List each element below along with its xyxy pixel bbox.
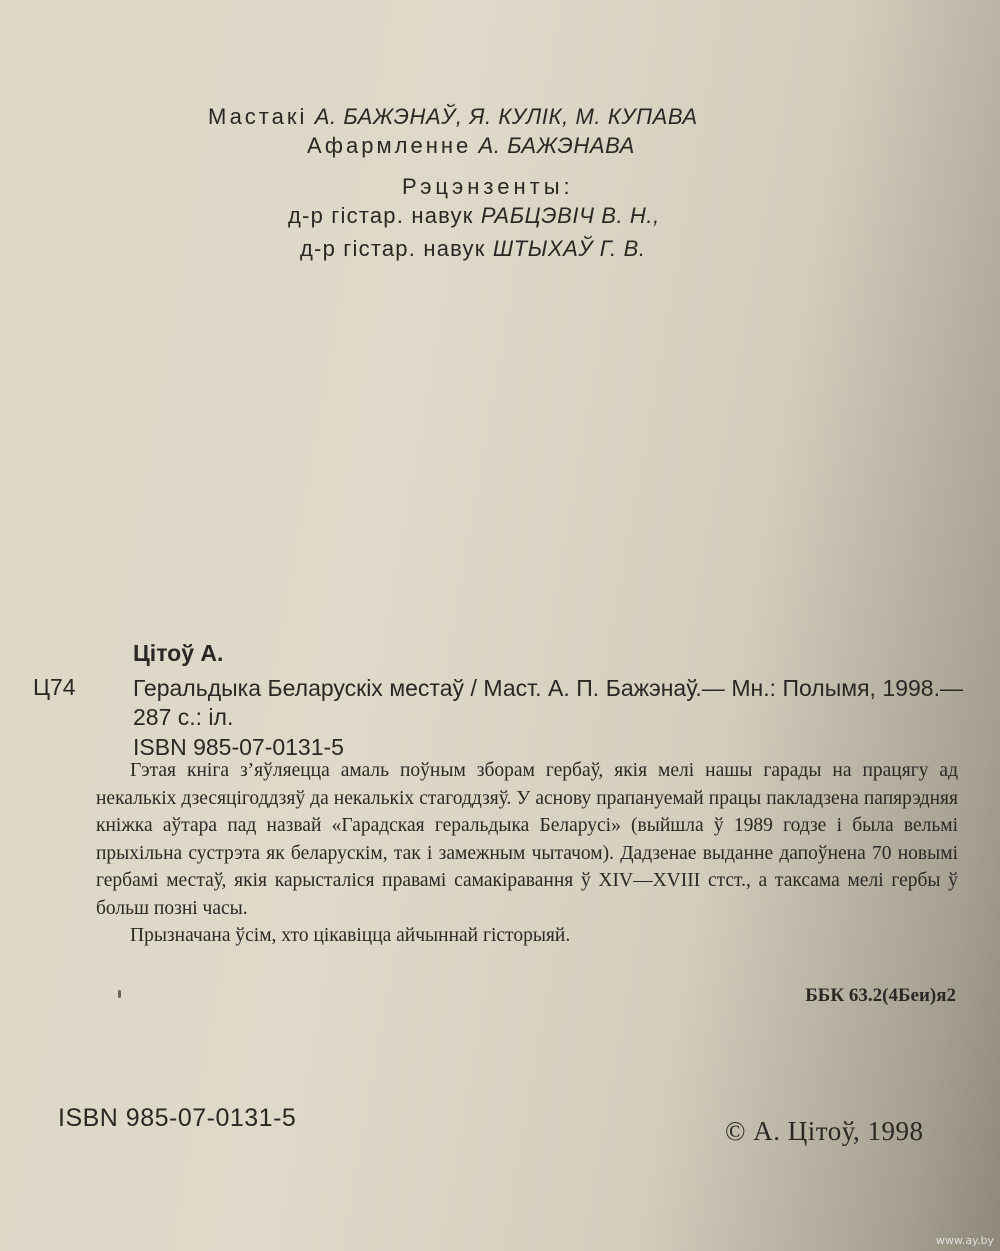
reviewer-line	[288, 203, 660, 229]
reviewer-line	[300, 236, 646, 262]
reviewer-title: д-р гістар. навук	[288, 203, 474, 228]
bibliographic-description: Геральдыка Беларускіх местаў / Маст. А. П. Бажэнаў.— Мн.: Полымя, 1998.—287 с.: іл.	[133, 675, 963, 730]
design-label: Афармленне	[307, 133, 472, 158]
design-name: А. БАЖЭНАВА	[478, 133, 635, 158]
reviewer-title: д-р гістар. навук	[300, 236, 486, 261]
site-watermark: www.ay.by	[935, 1234, 994, 1247]
bbk-code: ББК 63.2(4Беи)я2	[805, 985, 956, 1006]
artists-line	[208, 104, 698, 130]
paper-mark	[118, 990, 121, 998]
annotation	[96, 757, 958, 950]
copyright-notice: © А. Цітоў, 1998	[725, 1116, 924, 1146]
reviewer-name: РАБЦЭВІЧ В. Н.,	[480, 203, 660, 228]
artists-label: Мастакі	[208, 104, 308, 129]
classification-code: Ц74	[33, 674, 76, 700]
catalog-isbn: ISBN 985-07-0131-5	[133, 734, 344, 760]
annotation-text: Гэтая кніга з’яўляецца амаль поўным зборам гербаў, якія мелі нашы гарады на працягу ад некалькіх дзесяцігоддзяў да некалькіх стагоддзяў. У аснову прапануемай працы пакладзена папярэдняя кніжка аўтара пад назвай «Гарадская геральдыка Беларусі» (выйшла ў 1989 годзе і была вельмі прыхільна сустрэта як беларускім, так і замежным чытачом). Дадзенае выданне дапоўнена 70 новымі гербамі местаў, якія карысталіся правамі самакіравання ў XIV—XVIII стст., а таксама мелі гербы ў больш позні часы.	[96, 760, 958, 919]
catalog-author: Цітоў А.	[133, 640, 224, 666]
reviewer-name: ШТЫХАЎ Г. В.	[492, 236, 646, 261]
reviewers-heading: Рэцэнзенты:	[402, 174, 574, 199]
artists-names: А. БАЖЭНАЎ, Я. КУЛІК, М. КУПАВА	[314, 104, 698, 129]
footer-isbn: ISBN 985-07-0131-5	[58, 1104, 297, 1132]
audience-text: Прызначана ўсім, хто цікавіцца айчыннай гісторыяй.	[130, 925, 571, 946]
design-line	[307, 133, 635, 159]
